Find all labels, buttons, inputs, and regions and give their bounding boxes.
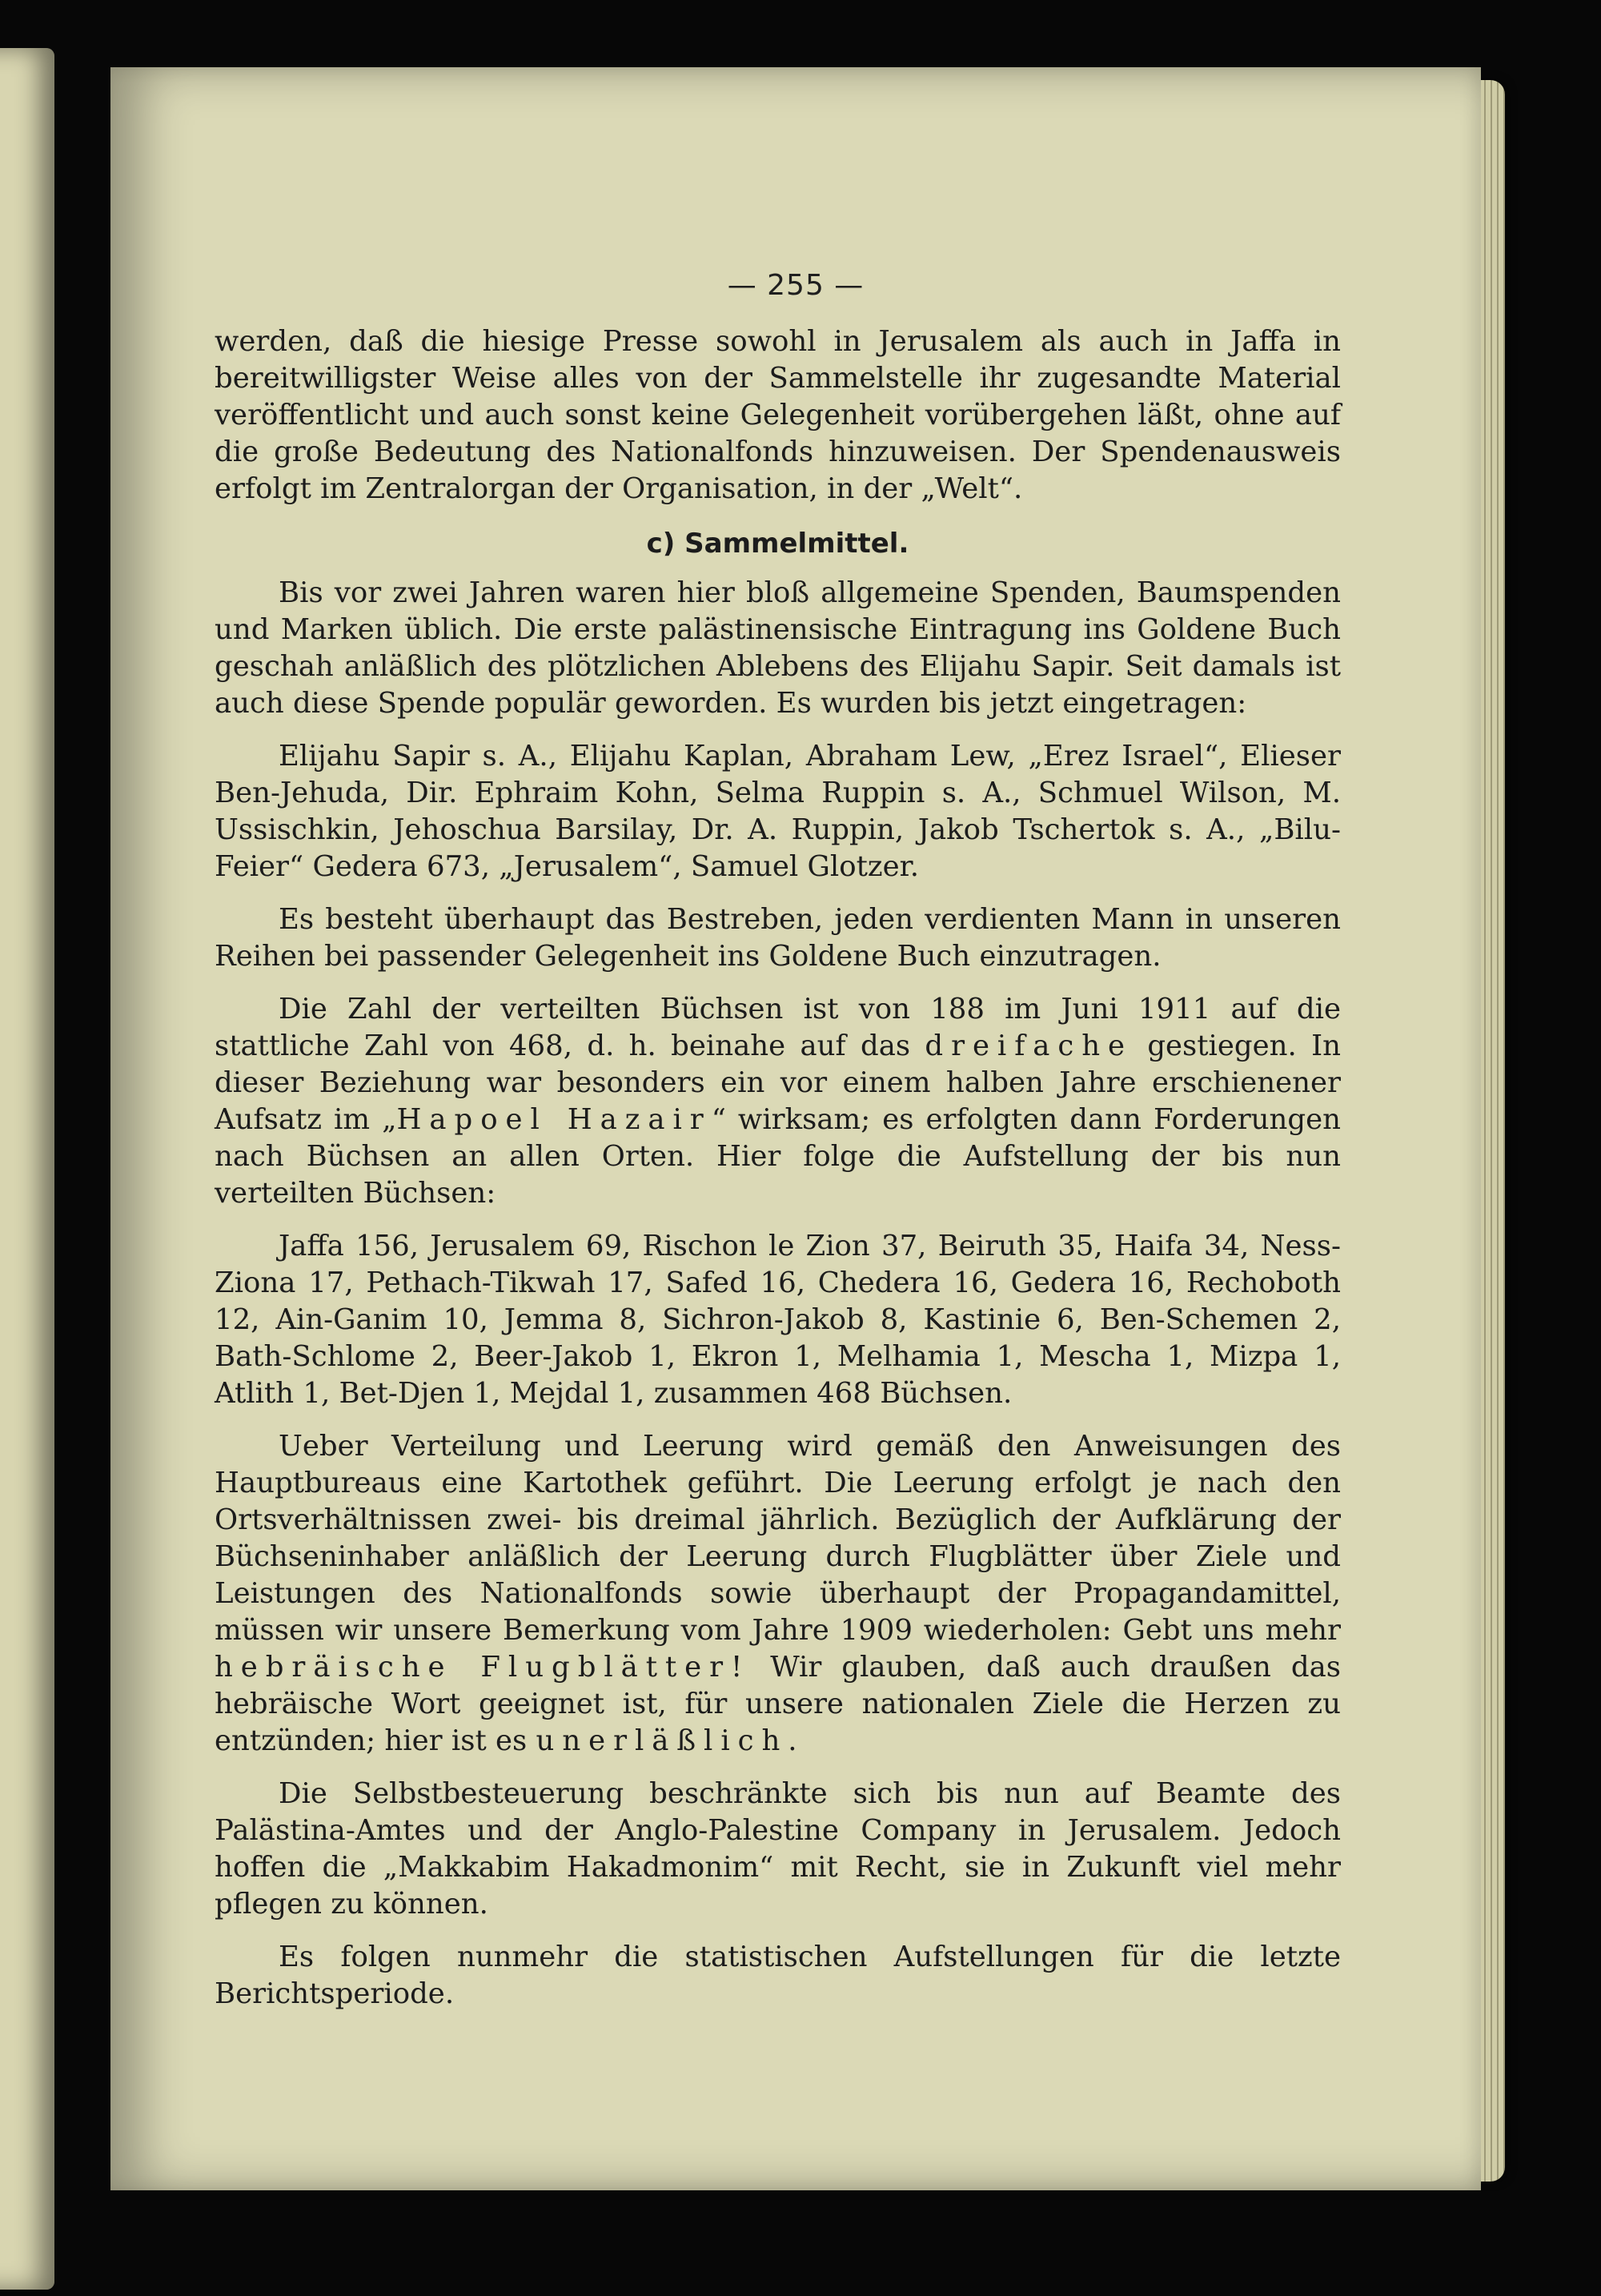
emphasis-hapoel-hazair: Hapoel Hazair (396, 1103, 712, 1136)
emptying-text-1: Ueber Verteilung und Leerung wird gemäß den Anweisungen des Hauptbureaus eine Kartothek geführt. Die Leerung erfolgt je nach den Ortsverhältnissen zwei- bis dreimal jährlich. Bezüglich der Aufklärung der Büchseninhaber anläßlich der Leerung durch Flugblätter über Ziele und Leistungen des Nationalfonds sowie überhaupt der Propagandamittel, müssen wir unsere Bemerkung vom Jahre 1909 wiederholen: Gebt uns mehr (215, 1430, 1341, 1647)
page-number: — 255 — (727, 269, 865, 302)
facing-page-edge (0, 48, 54, 2290)
paragraph-emptying (215, 1428, 1341, 1760)
paragraph-boxes (215, 991, 1341, 1212)
paragraph-aspiration: Es besteht überhaupt das Bestreben, jeden verdienten Mann in unseren Reihen bei passender Gelegenheit ins Goldene Buch einzutragen. (215, 903, 1341, 973)
emptying-text-2: Wir glauben, daß auch draußen das hebräische Wort geeignet ist, für unsere nationalen Ziele die Herzen zu entzünden; hier ist es (215, 1651, 1341, 1757)
boxes-text-3: “ wirksam; es erfolgten dann Forderungen nach Büchsen an allen Orten. Hier folge die Aufstellung der bis nun verteilten Büchsen: (215, 1103, 1342, 1210)
paragraph-press: werden, daß die hiesige Presse sowohl in Jerusalem als auch in Jaffa in bereitwilligster Weise alles von der Sammelstelle ihr zugesandte Material veröffentlicht und auch sonst keine Gelegenheit vorübergehen läßt, ohne auf die große Bedeutung des Nationalfonds hinzuweisen. Der Spendenausweis erfolgt im Zentralorgan der Organisation, in der „Welt“. (215, 325, 1341, 505)
emphasis-unerlaesslich: unerläßlich (536, 1724, 788, 1757)
boxes-text-1: Die Zahl der verteilten Büchsen ist von 188 im Juni 1911 auf die stattliche Zahl von 468, d. h. beinahe auf das (215, 993, 1341, 1062)
paragraph-self-taxation: Die Selbstbesteuerung beschränkte sich bis nun auf Beamte des Palästina-Amtes und der Anglo-Palestine Company in Jerusalem. Jedoch hoffen die „Makkabim Hakadmonim“ mit Recht, sie in Zukunft viel mehr pflegen zu können. (215, 1777, 1341, 1921)
paragraph-box-list: Jaffa 156, Jerusalem 69, Rischon le Zion 37, Beiruth 35, Haifa 34, Ness-Ziona 17, Pethach-Tikwah 17, Safed 16, Chedera 16, Gedera 16, Rechoboth 12, Ain-Ganim 10, Jemma 8, Sichron-Jakob 8, Kastinie 6, Ben-Schemen 2, Bath-Schlome 2, Beer-Jakob 1, Ekron 1, Melhamia 1, Mescha 1, Mizpa 1, Atlith 1, Bet-Djen 1, Mejdal 1, zusammen 468 Büchsen. (215, 1230, 1341, 1410)
emphasis-flugblaetter: hebräische Flugblätter! (215, 1651, 751, 1684)
emptying-text-3: . (788, 1724, 797, 1757)
paragraph-closing: Es folgen nunmehr die statistischen Aufstellungen für die letzte Berichtsperiode. (215, 1941, 1341, 2010)
boxes-text-2: gestiegen. In dieser Beziehung war besonders ein vor einem halben Jahre erschienener Aufsatz im „ (215, 1030, 1341, 1136)
section-heading: c) Sammelmittel. (646, 528, 909, 560)
book-page (110, 67, 1481, 2190)
paragraph-donations: Bis vor zwei Jahren waren hier bloß allgemeine Spenden, Baumspenden und Marken üblich. Die erste palästinensische Eintragung ins Goldene Buch geschah anläßlich des plötzlichen Ablebens des Elijahu Sapir. Seit damals ist auch diese Spende populär geworden. Es wurden bis jetzt eingetragen: (215, 576, 1341, 720)
paragraph-golden-book-names: Elijahu Sapir s. A., Elijahu Kaplan, Abraham Lew, „Erez Israel“, Elieser Ben-Jehuda, Dir. Ephraim Kohn, Selma Ruppin s. A., Schmuel Wilson, M. Ussischkin, Jehoschua Barsilay, Dr. A. Ruppin, Jakob Tschertok s. A., „Bilu-Feier“ Gedera 673, „Jerusalem“, Samuel Glotzer. (215, 740, 1341, 883)
body-text (215, 323, 1341, 2013)
emphasis-dreifache: dreifache (925, 1030, 1133, 1062)
